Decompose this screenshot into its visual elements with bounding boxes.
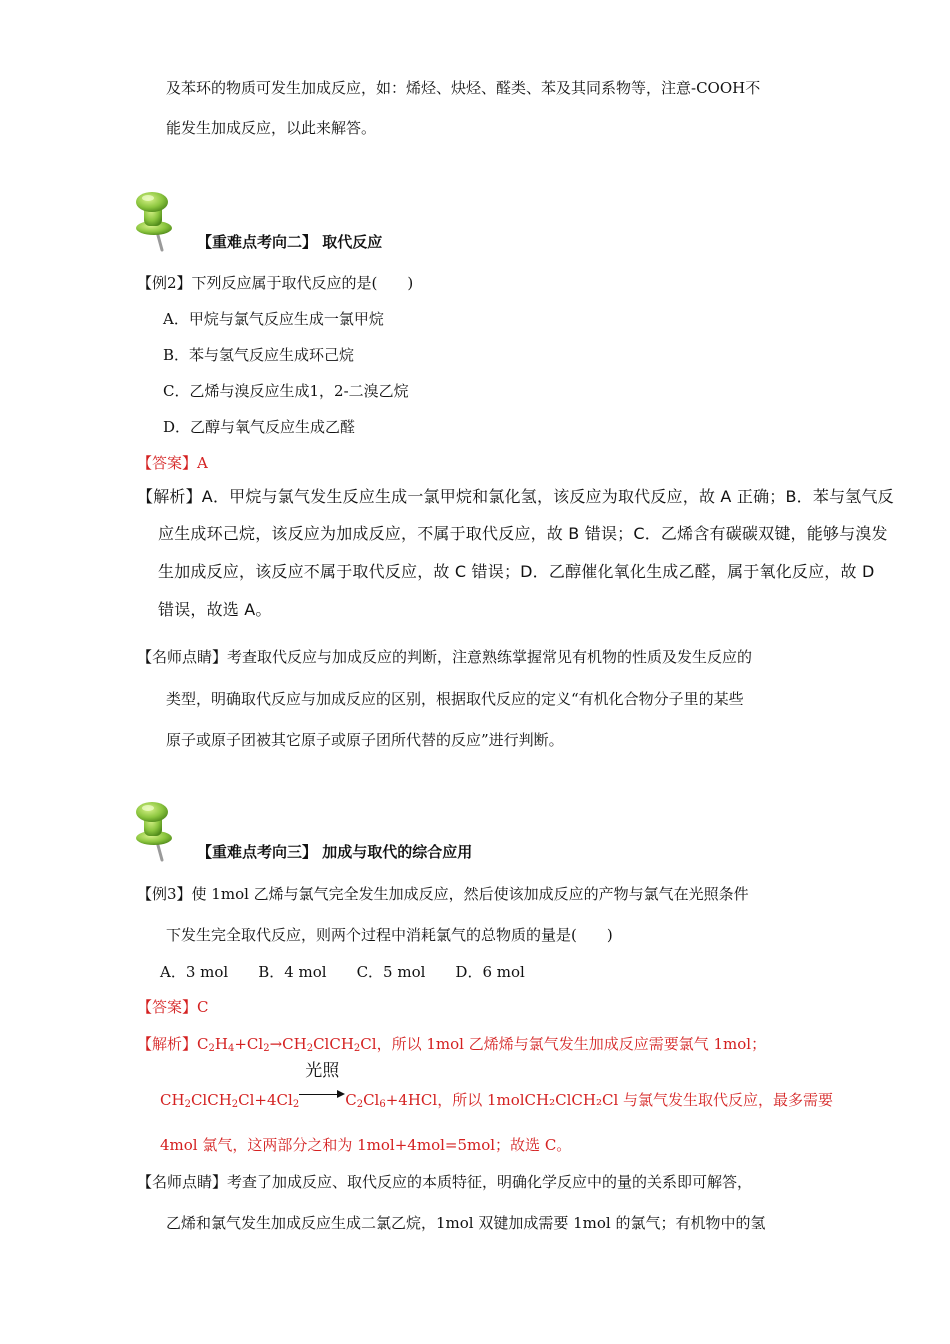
example-2-analysis-line-2: 应生成环己烷，该反应为加成反应，不属于取代反应，故 B 错误；C．乙烯含有碳碳双键，能够与溴发 bbox=[158, 524, 888, 543]
example-3-question-line-2: 下发生完全取代反应，则两个过程中消耗氯气的总物质的量是( ) bbox=[166, 926, 613, 944]
intro-line-2: 能发生加成反应，以此来解答。 bbox=[166, 119, 377, 137]
example-2-tip-line-2: 类型，明确取代反应与加成反应的区别，根据取代反应的定义“有机化合物分子里的某些 bbox=[166, 690, 744, 708]
answer-label: 【答案】 bbox=[137, 998, 198, 1016]
example-2-option-c: C．乙烯与溴反应生成1，2-二溴乙烷 bbox=[163, 382, 409, 400]
example-3-answer bbox=[137, 997, 209, 1017]
answer-value: A bbox=[197, 454, 208, 472]
example-3-options: A．3 mol B．4 mol C．5 mol D．6 mol bbox=[160, 963, 525, 981]
example-2-analysis-line-3: 生加成反应，该反应不属于取代反应，故 C 错误；D．乙醇催化氧化生成乙醛，属于氧化反应，故 D bbox=[158, 562, 875, 581]
example-3-tip-line-1: 【名师点睛】考查了加成反应、取代反应的本质特征，明确化学反应中的量的关系即可解答， bbox=[137, 1173, 753, 1191]
reaction-equation-2-right: $C_2Cl_6+4HCl$ bbox=[345, 1091, 438, 1110]
example-3-tip-line-2: 乙烯和氯气发生加成反应生成二氯乙烷，1mol 双键加成需要 1mol 的氯气；有机物中的氢 bbox=[166, 1214, 766, 1232]
example-3-analysis-line-3: 4mol 氯气，这两部分之和为 1mol+4mol=5mol；故选 C。 bbox=[160, 1136, 572, 1154]
example-2-analysis-line-4: 错误，故选 A。 bbox=[158, 600, 272, 619]
example-3-analysis-line-2 bbox=[160, 1061, 834, 1110]
analysis-text: ，所以 1molCH₂ClCH₂Cl 与氯气发生取代反应，最多需要 bbox=[437, 1091, 834, 1109]
example-2-answer bbox=[137, 453, 208, 473]
analysis-label: 【解析】 bbox=[137, 1035, 198, 1053]
answer-label: 【答案】 bbox=[137, 454, 198, 472]
reaction-equation-2-left: $CH_2ClCH_2Cl+4Cl_2$ bbox=[160, 1091, 300, 1110]
section-heading-2: 【重难点考向二】 取代反应 bbox=[197, 233, 383, 251]
intro-line-1: 及苯环的物质可发生加成反应，如：烯烃、炔烃、醛类、苯及其同系物等，注意-COOH不 bbox=[166, 79, 761, 97]
example-2-question: 【例2】下列反应属于取代反应的是( ) bbox=[137, 274, 414, 292]
example-2-option-b: B．苯与氢气反应生成环己烷 bbox=[163, 346, 355, 364]
example-3-analysis-line-1 bbox=[137, 1034, 766, 1054]
example-3-question-line-1: 【例3】使 1mol 乙烯与氯气完全发生加成反应，然后使该加成反应的产物与氯气在光照条件 bbox=[137, 885, 749, 903]
reaction-equation-1: $C_2H_4+Cl_2\to CH_2ClCH_2Cl$ bbox=[197, 1035, 377, 1054]
example-2-tip-line-1: 【名师点睛】考查取代反应与加成反应的判断，注意熟练掌握常见有机物的性质及发生反应的 bbox=[137, 648, 753, 666]
analysis-text: ，所以 1mol 乙烯烯与氯气发生加成反应需要氯气 1mol； bbox=[376, 1035, 767, 1053]
example-2-option-d: D．乙醇与氧气反应生成乙醛 bbox=[163, 418, 356, 436]
answer-value: C bbox=[197, 998, 209, 1016]
reaction-arrow bbox=[299, 1061, 345, 1105]
example-2-tip-line-3: 原子或原子团被其它原子或原子团所代替的反应”进行判断。 bbox=[166, 731, 564, 749]
example-2-analysis-line-1: 【解析】A．甲烷与氯气发生反应生成一氯甲烷和氯化氢，该反应为取代反应，故 A 正确；B．苯与氢气反 bbox=[137, 487, 894, 506]
pushpin-icon bbox=[128, 798, 188, 864]
section-heading-3: 【重难点考向三】 加成与取代的综合应用 bbox=[197, 843, 473, 861]
example-2-option-a: A．甲烷与氯气反应生成一氯甲烷 bbox=[163, 310, 384, 328]
pushpin-icon bbox=[128, 188, 188, 254]
arrow-condition: 光照 bbox=[305, 1061, 340, 1081]
